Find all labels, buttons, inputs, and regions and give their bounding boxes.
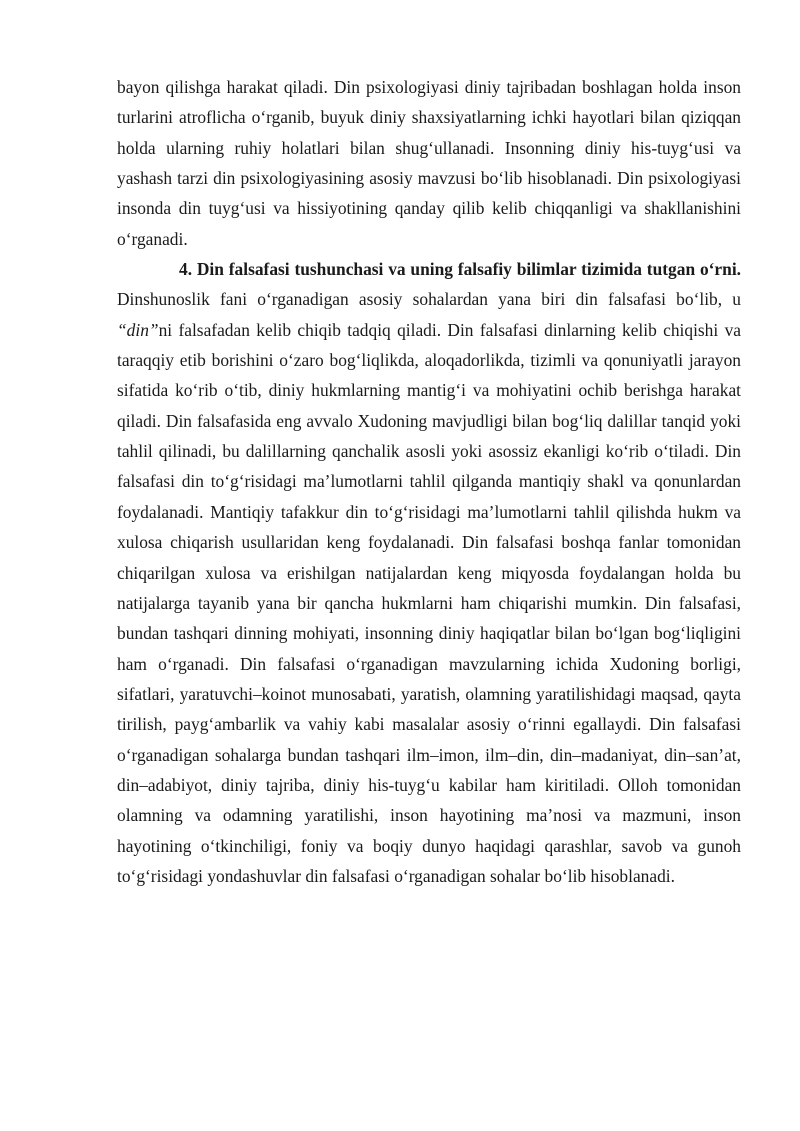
paragraph-text-start: Dinshunoslik fani o‘rganadigan asosiy sohalardan yana biri din falsafasi bo‘lib, u <box>117 289 741 310</box>
italic-term-din: “din” <box>117 319 159 340</box>
paragraph-text-rest: ni falsafadan kelib chiqib tadqiq qiladi. Din falsafasi dinlarning kelib chiqishi va taraqqiy etib borishini o‘zaro bog‘liqlikda, aloqadorlikda, tizimli va qonuniyatli jarayon sifatida ko‘rib o‘tib, diniy hukmlarning mantig‘i va mohiyatini ochib berishga harakat qiladi. Din falsafasida eng avvalo Xudoning mavjudligi bilan bog‘liq dalillar tanqid yoki tahlil qilinadi, bu dalillarning qanchalik asosli yoki asossiz ekanligi ko‘rib o‘tiladi. Din falsafasi din to‘g‘risidagi ma’lumotlarni tahlil qilganda mantiqiy shakl va qonunlardan foydalanadi. Mantiqiy tafakkur din to‘g‘risidagi ma’lumotlarni tahlil qilishda hukm va xulosa chiqarish usullaridan keng foydalanadi. Din falsafasi boshqa fanlar tomonidan chiqarilgan xulosa va erishilgan natijalardan keng miqyosda foydalangan holda bu natijalarga tayanib yana bir qancha hukmlarni ham chiqarishi mumkin. Din falsafasi, bundan tashqari dinning mohiyati, insonning diniy haqiqatlar bilan bo‘lgan bog‘liqligini ham o‘rganadi. Din falsafasi o‘rganadigan mavzularning ichida Xudoning borligi, sifatlari, yaratuvchi–koinot munosabati, yaratish, olamning yaratilishidagi maqsad, qayta tirilish, payg‘ambarlik va vahiy kabi masalalar asosiy o‘rinni egallaydi. Din falsafasi o‘rganadigan sohalarga bundan tashqari ilm–imon, ilm–din, din–madaniyat, din–san’at, din–adabiyot, diniy tajriba, diniy his-tuyg‘u kabilar ham kiritiladi. Olloh tomonidan olamning va odamning yaratilishi, inson hayotining ma’nosi va mazmuni, inson hayotining o‘tkinchiligi, foniy va boqiy dunyo haqidagi qarashlar, savob va gunoh to‘g‘risidagi yondashuvlar din falsafasi o‘rganadigan sohalar bo‘lib hisoblanadi. <box>117 319 741 886</box>
document-body <box>117 72 741 891</box>
paragraph-philosophy <box>117 254 741 891</box>
paragraph-psychology: bayon qilishga harakat qiladi. Din psixologiyasi diniy tajribadan boshlagan holda inson turlarini atroflicha o‘rganib, buyuk diniy shaxsiyatlarning ichki hayotlari bilan qiziqqan holda ularning ruhiy holatlari bilan shug‘ullanadi. Insonning diniy his-tuyg‘usi va yashash tarzi din psixologiyasining asosiy mavzusi bo‘lib hisoblanadi. Din psixologiyasi insonda din tuyg‘usi va hissiyotining qanday qilib kelib chiqqanligi va shakllanishini o‘rganadi. <box>117 77 741 249</box>
section-heading: 4. Din falsafasi tushunchasi va uning falsafiy bilimlar tizimida tutgan o‘rni. <box>179 259 741 280</box>
